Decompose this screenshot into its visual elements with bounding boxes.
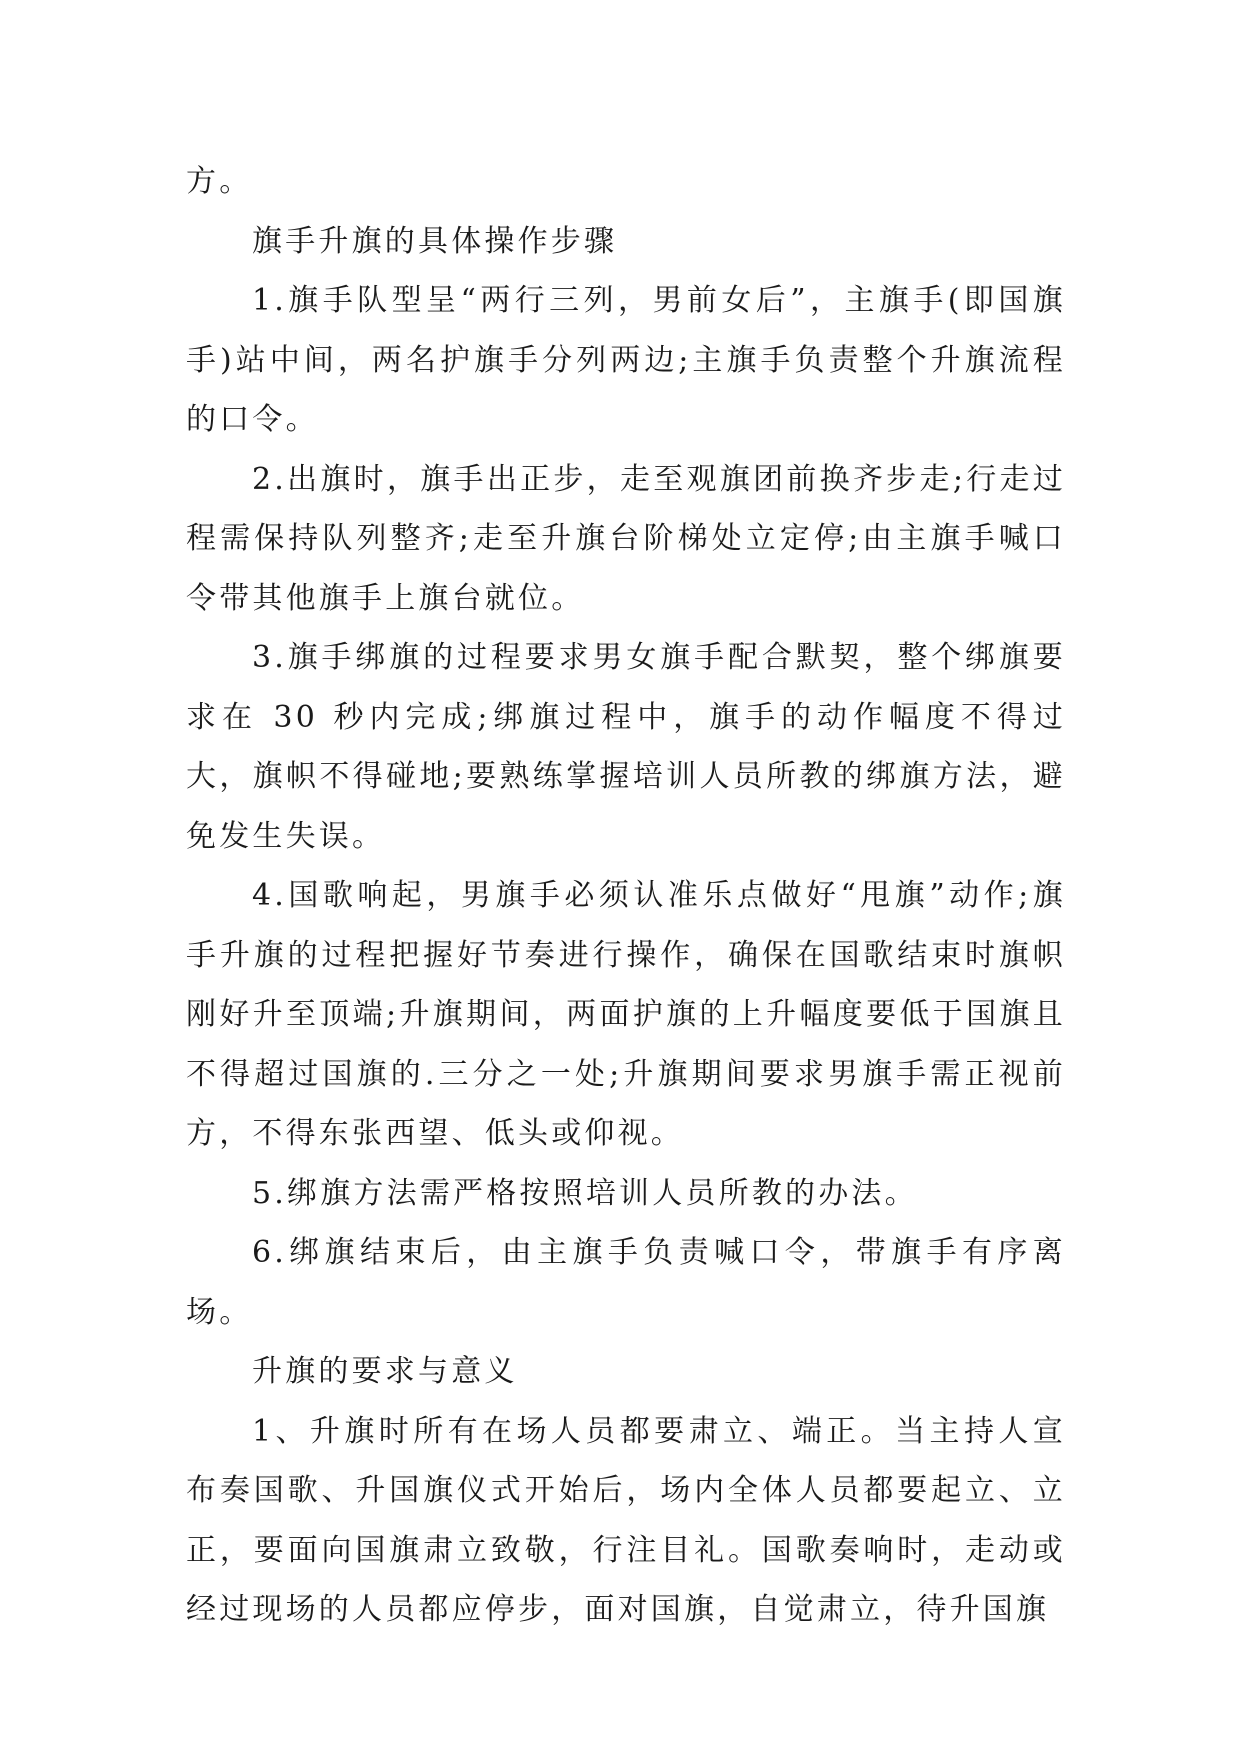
document-body (186, 152, 1066, 1640)
paragraph-step-4: 4.国歌响起，男旗手必须认准乐点做好“甩旗”动作;旗手升旗的过程把握好节奏进行操作，确保在国歌结束时旗帜刚好升至顶端;升旗期间，两面护旗的上升幅度要低于国旗且不得超过国旗的.三分之一处;升旗期间要求男旗手需正视前方，不得东张西望、低头或仰视。 (186, 878, 1066, 1151)
paragraph-step-6: 6.绑旗结束后，由主旗手负责喊口令，带旗手有序离场。 (186, 1235, 1066, 1330)
paragraph-requirement-1: 1、升旗时所有在场人员都要肃立、端正。当主持人宣布奏国歌、升国旗仪式开始后，场内全体人员都要起立、立正，要面向国旗肃立致敬，行注目礼。国歌奏响时，走动或经过现场的人员都应停步，面对国旗，自觉肃立，待升国旗 (186, 1413, 1066, 1627)
section-heading-flag-raiser-steps: 旗手升旗的具体操作步骤 (252, 223, 618, 259)
paragraph-continuation: 方。 (186, 164, 253, 199)
paragraph-step-5: 5.绑旗方法需严格按照培训人员所教的办法。 (252, 1175, 918, 1211)
section-heading-requirements: 升旗的要求与意义 (252, 1354, 518, 1389)
paragraph-step-1: 1.旗手队型呈“两行三列，男前女后”，主旗手(即国旗手)站中间，两名护旗手分列两边;主旗手负责整个升旗流程的口令。 (186, 283, 1066, 437)
paragraph-step-3: 3.旗手绑旗的过程要求男女旗手配合默契，整个绑旗要求在 30 秒内完成;绑旗过程中，旗手的动作幅度不得过大，旗帜不得碰地;要熟练掌握培训人员所教的绑旗方法，避免发生失误。 (186, 640, 1066, 854)
paragraph-step-2: 2.出旗时，旗手出正步，走至观旗团前换齐步走;行走过程需保持队列整齐;走至升旗台阶梯处立定停;由主旗手喊口令带其他旗手上旗台就位。 (186, 461, 1066, 616)
